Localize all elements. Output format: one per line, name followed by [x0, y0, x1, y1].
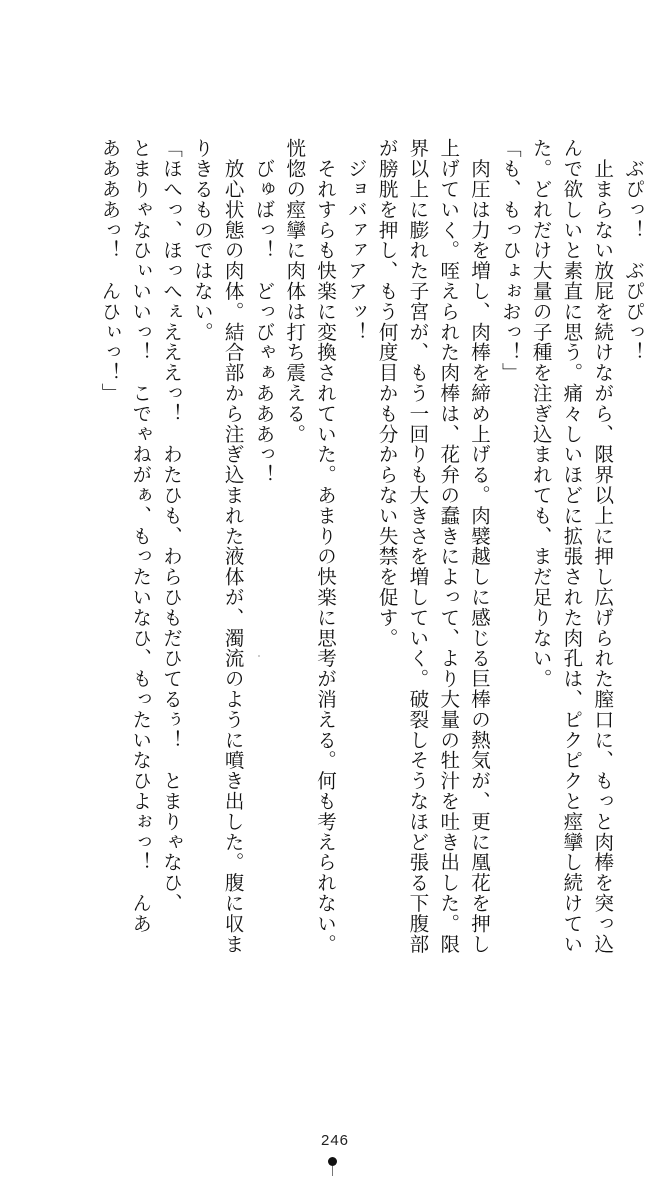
vertical-text-body [94, 138, 648, 1098]
text-line: ああああっ！ んひぃっ！」 [98, 138, 122, 404]
paper-speck [258, 655, 260, 657]
text-line: 放心状態の肉体。結合部から注ぎ込まれた液体が、濁流のように噴き出した。腹に収ま [221, 138, 245, 954]
text-line: た。どれだけ大量の子種を注ぎ込まれても、まだ足りない。 [529, 138, 553, 689]
text-line: 上げていく。咥えられた肉棒は、花弁の蠢きによって、より大量の牡汁を吐き出した。限 [437, 138, 461, 954]
text-line: ジョバァァアアッ！ [344, 138, 368, 342]
text-line: 肉圧は力を増し、肉棒を締め上げる。肉襞越しに感じる巨棒の熱気が、更に凰花を押し [468, 138, 492, 954]
text-line: それすらも快楽に変換されていた。あまりの快楽に思考が消える。何も考えられない。 [314, 138, 338, 954]
text-line: びゅばっ！ どっびゃぁあああっ！ [252, 138, 276, 485]
text-line: ぶぴっ！ ぶぴぴっ！ [622, 138, 645, 363]
text-line: が膀胱を押し、もう何度目かも分からない失禁を促す。 [375, 138, 399, 648]
page-marker-stem [332, 1166, 333, 1176]
text-line: 恍惚の痙攣に肉体は打ち震える。 [283, 138, 307, 444]
text-line: 止まらない放屁を続けながら、限界以上に押し広げられた膣口に、もっと肉棒を突っ込 [591, 138, 615, 954]
text-line: りきるものではない。 [190, 138, 214, 342]
text-line: 界以上に膨れた子宮が、もう一回りも大きさを増していく。破裂しそうなほど張る下腹部 [406, 138, 430, 954]
text-line: とまりゃなひぃいいっ！ こでゃねがぁ、もったいなひ、もったいなひよぉっ！ んあ [129, 138, 153, 934]
page-number: 246 [320, 1132, 350, 1149]
text-line: 「ほへっ、ほっへぇえええっ！ わたひも、わらひもだひてるぅ！ とまりゃなひ、 [160, 138, 184, 914]
text-line: んで欲しいと素直に思う。痛々しいほどに拡張された肉孔は、ピクピクと痙攣し続けてい [560, 138, 584, 954]
text-line: 「も、もっひょぉおっ！」 [498, 138, 522, 383]
page-marker-dot-icon [328, 1157, 337, 1166]
